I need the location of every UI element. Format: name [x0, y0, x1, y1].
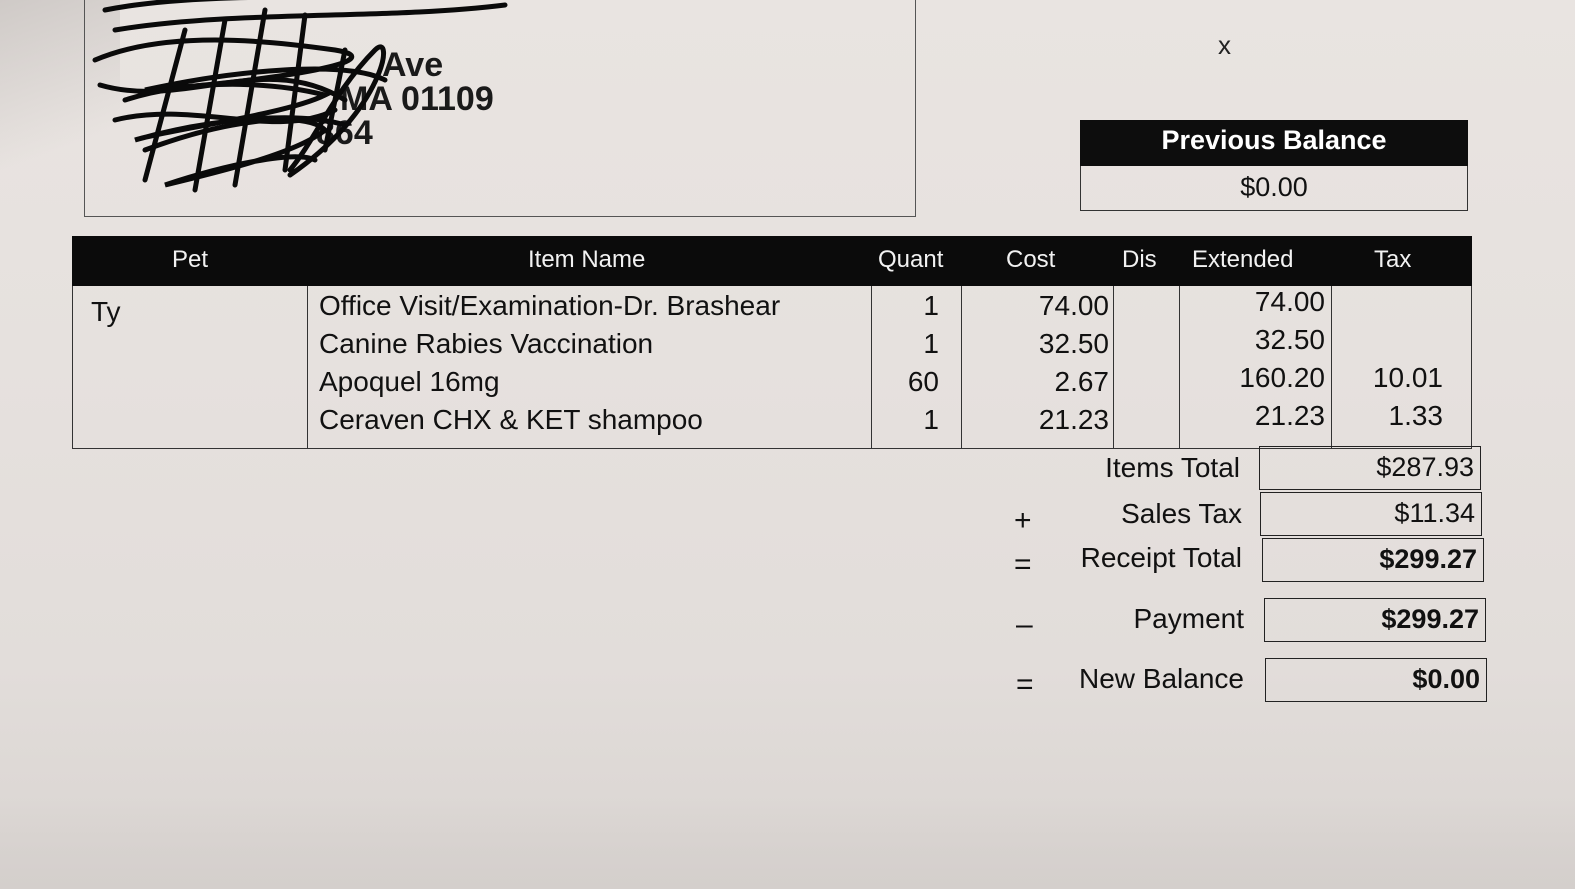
paper-fold-shadow — [0, 800, 1575, 889]
plus-operator: + — [1014, 504, 1032, 537]
table-header — [72, 236, 1472, 286]
column-divider — [961, 286, 962, 448]
item-cost: 2.67 — [1054, 366, 1109, 397]
line-items-table — [72, 236, 1472, 449]
item-tax: 1.33 — [1388, 400, 1443, 431]
item-extended: 32.50 — [1254, 324, 1325, 355]
item-name: Ceraven CHX & KET shampoo — [319, 404, 703, 435]
new-balance-label: New Balance — [1079, 663, 1244, 694]
header-dis: Dis — [1122, 246, 1157, 273]
column-divider — [1179, 286, 1180, 448]
payment-label: Payment — [1133, 603, 1244, 634]
items-total-value: $287.93 — [1259, 446, 1481, 490]
column-divider — [307, 286, 308, 448]
pet-name: Ty — [91, 296, 121, 327]
sales-tax-label: Sales Tax — [1121, 498, 1242, 529]
item-tax: 10.01 — [1372, 362, 1443, 393]
item-quant: 60 — [907, 366, 939, 397]
header-tax: Tax — [1374, 246, 1412, 273]
new-balance-value: $0.00 — [1265, 658, 1487, 702]
item-quant: 1 — [923, 404, 939, 435]
equals-operator: = — [1014, 548, 1032, 581]
column-divider — [1113, 286, 1114, 448]
item-name: Apoquel 16mg — [319, 366, 500, 397]
header-pet: Pet — [172, 246, 209, 273]
address-phone: 864 — [316, 114, 373, 152]
item-name: Office Visit/Examination-Dr. Brashear — [319, 290, 781, 321]
items-total-label: Items Total — [1105, 452, 1240, 483]
header-quant: Quant — [878, 246, 944, 273]
equals-operator: = — [1016, 668, 1034, 701]
item-extended: 74.00 — [1254, 286, 1325, 317]
redaction-scribble — [85, 0, 555, 200]
item-extended: 21.23 — [1254, 400, 1325, 431]
item-extended: 160.20 — [1239, 362, 1325, 393]
header-extended: Extended — [1192, 246, 1294, 273]
address-city-zip: MA 01109 — [340, 80, 494, 118]
header-cost: Cost — [1006, 246, 1056, 273]
item-quant: 1 — [923, 328, 939, 359]
previous-balance-box — [1080, 120, 1468, 211]
column-divider — [1331, 286, 1332, 448]
previous-balance-label: Previous Balance — [1080, 120, 1468, 166]
sales-tax-value: $11.34 — [1260, 492, 1482, 536]
table-body — [72, 286, 1472, 449]
payment-value: $299.27 — [1264, 598, 1486, 642]
minus-operator: – — [1016, 608, 1033, 641]
item-quant: 1 — [923, 290, 939, 321]
item-cost: 21.23 — [1038, 404, 1109, 435]
close-icon[interactable]: x — [1218, 30, 1231, 60]
item-name: Canine Rabies Vaccination — [319, 328, 654, 359]
receipt-total-label: Receipt Total — [1080, 542, 1242, 573]
header-item-name: Item Name — [528, 246, 646, 273]
column-divider — [871, 286, 872, 448]
previous-balance-value: $0.00 — [1080, 166, 1468, 211]
item-cost: 74.00 — [1038, 290, 1109, 321]
address-street: Ave — [382, 46, 444, 84]
item-cost: 32.50 — [1038, 328, 1109, 359]
receipt-total-value: $299.27 — [1262, 538, 1484, 582]
